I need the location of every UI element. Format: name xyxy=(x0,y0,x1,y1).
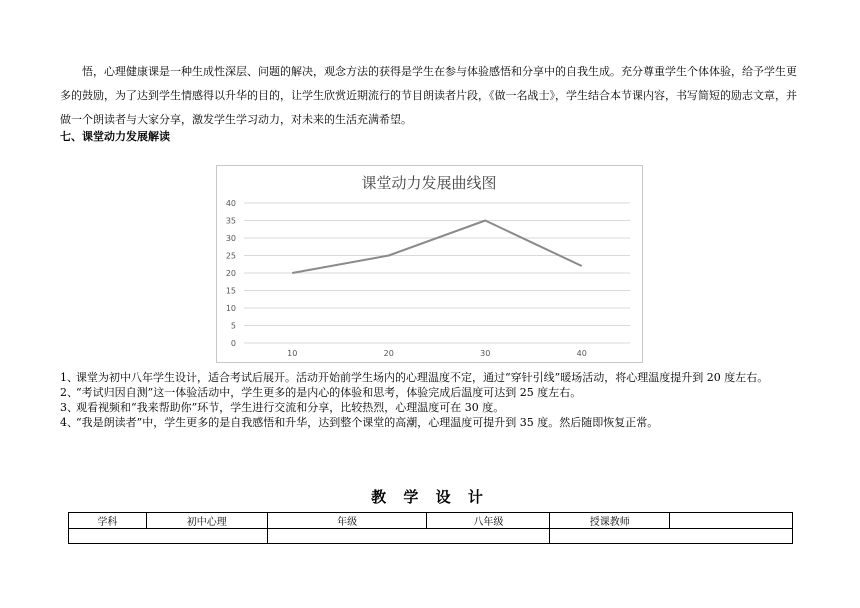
cell-subject-value: 初中心理 xyxy=(146,513,267,529)
cell-teacher-value xyxy=(670,513,793,529)
list-item-text: “考试归因自测”这一体验活动中，学生更多的是内心的体验和思考，体验完成后温度可达到 25 度左右。 xyxy=(76,386,582,399)
empty-cell xyxy=(550,529,793,544)
empty-cell xyxy=(69,529,268,544)
x-tick-label: 20 xyxy=(383,349,394,358)
cell-grade-value: 八年级 xyxy=(427,513,550,529)
y-tick-label: 5 xyxy=(230,321,236,331)
intro-paragraph: 悟，心理健康课是一种生成性深层、问题的解决，观念方法的获得是学生在参与体验感悟和分享中的自我生成。充分尊重学生个体体验，给予学生更多的鼓励，为了达到学生情感得以升华的目的，让学生欣赏近期流行的节目朗读者片段，《做一名战士》，学生结合本节课内容，书写简短的励志文章，并做一个朗读者与大家分享，激发学生学习动力，对未来的生活充满希望。 xyxy=(60,65,797,126)
y-tick-label: 30 xyxy=(225,234,236,243)
x-tick-label: 40 xyxy=(576,349,587,358)
y-tick-label: 15 xyxy=(225,286,236,296)
list-item-number: 2、 xyxy=(60,386,78,399)
table-row xyxy=(69,529,793,544)
y-tick-label: 25 xyxy=(225,251,236,261)
list-item-number: 1、 xyxy=(60,371,78,384)
table-row xyxy=(69,513,793,529)
cell-teacher-label: 授课教师 xyxy=(550,513,670,529)
cell-grade-label: 年级 xyxy=(267,513,427,529)
list-item xyxy=(60,415,810,430)
chart-svg xyxy=(217,166,642,362)
list-item-text: 观看视频和“我来帮助你”环节，学生进行交流和分享，比较热烈，心理温度可在 30 度。 xyxy=(76,401,505,414)
cell-subject-label: 学科 xyxy=(69,513,147,529)
list-item-text: 课堂为初中八年学生设计，适合考试后展开。活动开始前学生场内的心理温度不定，通过“穿针引线”暖场活动，将心理温度提升到 20 度左右。 xyxy=(76,371,769,384)
table-title: 教 学 设 计 xyxy=(371,488,489,506)
dynamics-chart xyxy=(216,165,643,363)
y-tick-label: 40 xyxy=(225,199,236,208)
list-item-number: 3、 xyxy=(60,401,78,414)
y-tick-label: 10 xyxy=(225,304,236,313)
series-line xyxy=(292,221,582,274)
teaching-design-table xyxy=(68,512,793,544)
x-tick-label: 30 xyxy=(480,349,491,358)
explanation-list xyxy=(60,370,810,430)
y-tick-label: 0 xyxy=(230,339,236,348)
y-tick-label: 35 xyxy=(225,216,236,226)
chart-title: 课堂动力发展曲线图 xyxy=(361,174,497,192)
list-item-text: “我是朗读者”中，学生更多的是自我感悟和升华，达到整个课堂的高潮，心理温度可提升到 35 度。然后随即恢复正常。 xyxy=(76,416,659,429)
list-item xyxy=(60,370,810,385)
empty-cell xyxy=(267,529,550,544)
list-item-number: 4、 xyxy=(60,416,78,429)
list-item xyxy=(60,385,810,400)
section-heading: 七、课堂动力发展解读 xyxy=(60,130,170,143)
x-tick-label: 10 xyxy=(287,349,298,358)
y-tick-label: 20 xyxy=(225,269,236,278)
list-item xyxy=(60,400,810,415)
